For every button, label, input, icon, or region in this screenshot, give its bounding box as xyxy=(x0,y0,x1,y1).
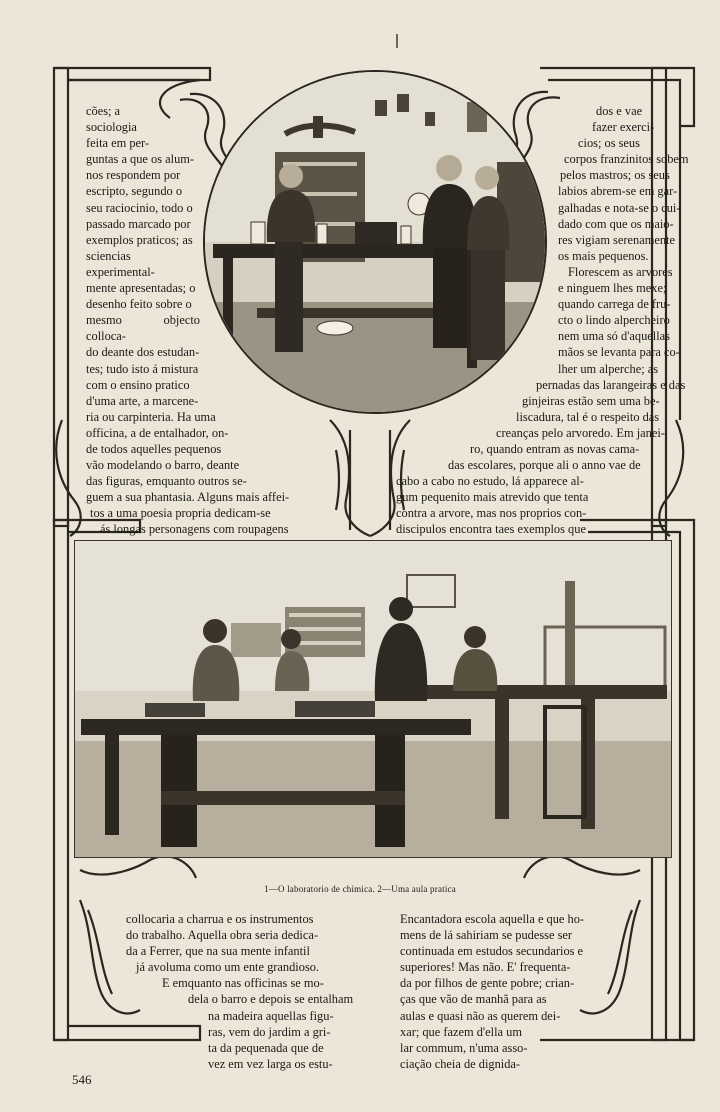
text-column-bottom-left xyxy=(126,911,362,1072)
text-line: ciação cheia de dignida- xyxy=(400,1056,521,1071)
text-line: fazer exerci- xyxy=(592,120,655,135)
text-line: vão modelando o barro, deante xyxy=(86,458,240,473)
text-line: ás longas personagens com roupagens xyxy=(100,522,289,537)
text-line: dos e vae xyxy=(596,104,643,118)
text-line: officina, a de entalhador, on- xyxy=(86,425,229,440)
text-line: ginjeiras estão sem uma be- xyxy=(522,393,660,408)
text-line: exemplos praticos; as xyxy=(86,232,193,247)
text-line: sociologia xyxy=(86,120,137,135)
text-line: nem uma só d'aquellas xyxy=(558,329,670,344)
text-line: dado com que os maio- xyxy=(558,216,674,231)
text-line: ria ou carpinteria. Ha uma xyxy=(86,409,216,424)
text-line: quando carrega de fru- xyxy=(558,297,671,312)
text-line: creanças pelo arvoredo. Em janei- xyxy=(496,425,665,440)
text-line: lar commum, n'uma asso- xyxy=(400,1040,528,1055)
workshop-illustration xyxy=(75,541,671,857)
text-line: discipulos encontra taes exemplos que xyxy=(396,522,586,537)
text-line: passado marcado por xyxy=(86,216,191,231)
text-line: das figuras, emquanto outros se- xyxy=(86,474,247,489)
text-line: galhadas e nota-se o cui- xyxy=(558,200,681,215)
text-line: collocaria a charrua e os instrumentos xyxy=(126,912,314,926)
text-line: guntas a que os alum- xyxy=(86,152,195,167)
text-line: das escolares, porque ali o anno vae de xyxy=(448,458,641,473)
text-line: Florescem as arvores xyxy=(568,264,673,279)
text-line: na madeira aquellas figu- xyxy=(208,1008,334,1023)
text-line: res vigiam serenamente xyxy=(558,232,675,247)
text-line: dela o barro e depois se entalham xyxy=(188,992,354,1007)
text-line: mens de lá sahiriam se pudesse ser xyxy=(400,928,573,943)
text-line: lher um alperche; as xyxy=(558,361,659,376)
text-line: contra a arvore, mas nos proprios con- xyxy=(396,506,587,521)
text-line: desenho feito sobre o xyxy=(86,297,192,312)
text-line: aulas e quasi não as querem dei- xyxy=(400,1008,561,1023)
text-line: Encantadora escola aquella e que ho- xyxy=(400,912,585,926)
text-line: de todos aquelles pequenos xyxy=(86,441,222,456)
text-line: da a Ferrer, que na sua mente infantil xyxy=(126,944,310,959)
text-line: vez em vez larga os estu- xyxy=(208,1056,333,1071)
text-line: ras, vem do jardim a gri- xyxy=(208,1024,331,1039)
text-line: cto o lindo alpercheiro xyxy=(558,313,670,328)
text-line: os mais pequenos. xyxy=(558,248,649,263)
photo-caption: 1—O laboratorio de chimica. 2—Uma aula pratica xyxy=(264,884,456,894)
text-line: cios; os seus xyxy=(578,136,640,151)
text-line: sciencias experimental- xyxy=(86,248,155,279)
text-line: E emquanto nas officinas se mo- xyxy=(162,976,324,991)
text-line: nos respondem por xyxy=(86,168,181,183)
text-column-top-right xyxy=(396,103,706,586)
page-mark xyxy=(396,34,398,48)
text-line: guem a sua phantasia. Alguns mais affei- xyxy=(86,490,290,505)
text-line: liscadura, tal é o respeito das xyxy=(516,409,660,424)
text-line: pelos mastros; os seus xyxy=(560,168,670,183)
text-line: já avoluma como um ente grandioso. xyxy=(136,960,320,975)
text-line: corpos franzinitos sobem xyxy=(564,152,689,167)
text-line: do deante dos estudan- xyxy=(86,345,200,360)
text-column-bottom-right xyxy=(400,911,636,1072)
text-line: cabo a cabo no estudo, lá apparece al- xyxy=(396,474,584,489)
text-line: com o ensino pratico xyxy=(86,377,190,392)
text-line: ças que vão de manhã para as xyxy=(400,992,547,1007)
text-line: ta da pequenada que de xyxy=(208,1040,324,1055)
text-line: ro, quando entram as novas cama- xyxy=(470,441,640,456)
text-line: superiores! Mas não. E' frequenta- xyxy=(400,960,571,975)
text-line: do trabalho. Aquella obra seria dedica- xyxy=(126,928,318,943)
text-line: d'uma arte, a marcene- xyxy=(86,393,199,408)
text-line: seu raciocinio, todo o xyxy=(86,200,193,215)
page-number: 546 xyxy=(72,1072,92,1087)
text-line: feita em per- xyxy=(86,136,150,151)
text-line: e ninguem lhes mexe; xyxy=(558,281,667,296)
photo-practical-class xyxy=(74,540,672,858)
text-line: mãos se levanta para co- xyxy=(558,345,680,360)
text-line: tes; tudo isto á mistura xyxy=(86,361,199,376)
text-line: mesmo objecto colloca- xyxy=(86,313,200,344)
text-line: cões; a xyxy=(86,104,121,118)
text-line: da por filhos de gente pobre; crian- xyxy=(400,976,575,991)
text-line: continuada em estudos secundarios e xyxy=(400,944,584,959)
text-line: gum pequenito mais atrevido que tenta xyxy=(396,490,589,505)
text-line: mente apresentadas; o xyxy=(86,281,196,296)
text-line: tos a uma poesia propria dedicam-se xyxy=(90,506,271,521)
text-line: pernadas das larangeiras e das xyxy=(536,377,686,392)
text-line: labios abrem-se em gar- xyxy=(558,184,678,199)
text-line: xar; que fazem d'ella um xyxy=(400,1024,522,1039)
text-line: escripto, segundo o xyxy=(86,184,183,199)
